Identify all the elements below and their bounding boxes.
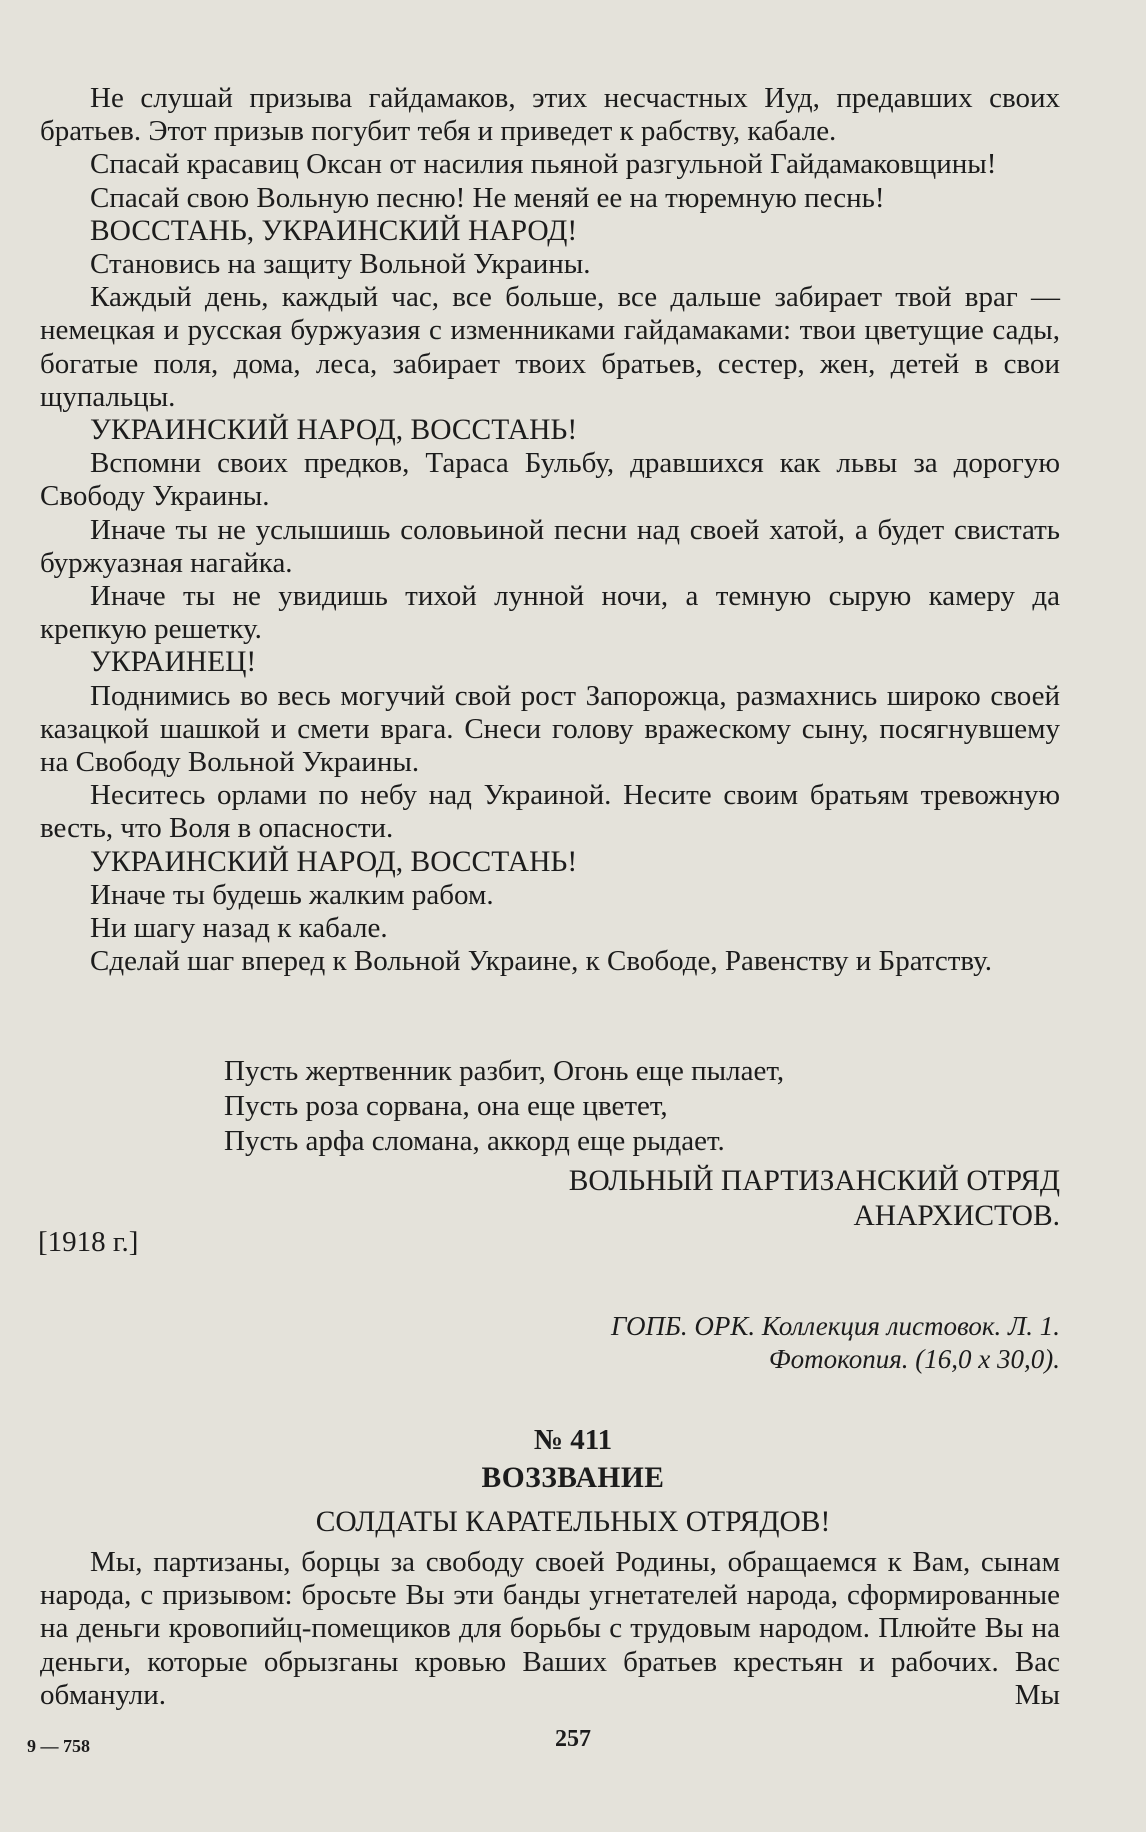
paragraph: Вспомни своих предков, Тараса Бульбу, дравшихся как львы за дорогую Свободу Украины. (40, 447, 1060, 513)
poem-line: Пусть роза сорвана, она еще цветет, (224, 1090, 668, 1122)
paragraph: Иначе ты не услышишь соловьиной песни над своей хатой, а будет свистать буржуазная нагайка. (40, 513, 1060, 579)
paragraph: Ни шагу назад к кабале. (90, 912, 388, 945)
slogan-heading: УКРАИНЕЦ! (90, 646, 257, 679)
slogan-heading: УКРАИНСКИЙ НАРОД, ВОССТАНЬ! (90, 414, 578, 447)
paragraph: Неситесь орлами по небу над Украиной. Несите своим братьям тревожную весть, что Воля в опасности. (40, 779, 1060, 845)
document-addressee: СОЛДАТЫ КАРАТЕЛЬНЫХ ОТРЯДОВ! (315, 1506, 831, 1538)
paragraph: Иначе ты будешь жалким рабом. (90, 878, 494, 911)
printer-signature-mark: 9 — 758 (27, 1736, 90, 1756)
paragraph: Спасай красавиц Оксан от насилия пьяной разгульной Гайдамаковщины! (90, 148, 997, 181)
signature-line: АНАРХИСТОВ. (853, 1200, 1060, 1232)
appeal-body (40, 82, 1060, 978)
paragraph: Иначе ты не увидишь тихой лунной ночи, а темную сырую камеру да крепкую решетку. (40, 580, 1060, 646)
document-date: [1918 г.] (38, 1226, 139, 1258)
paragraph: Каждый день, каждый час, все больше, все дальше забирает твой враг — немецкая и русская буржуазия с изменниками гайдамаками: твои цветущие сады, богатые поля, дома, леса, забирает твоих братьев, сестер, жен, детей в свои щупальцы. (40, 281, 1060, 413)
source-line: Фотокопия. (16,0 х 30,0). (768, 1344, 1060, 1374)
poem-epigraph (224, 1054, 784, 1159)
slogan-heading: ВОССТАНЬ, УКРАИНСКИЙ НАРОД! (90, 214, 578, 247)
document-number: № 411 (533, 1424, 613, 1456)
paragraph: Мы, партизаны, борцы за свободу своей Родины, обращаемся к Вам, сынам народа, с призывом: бросьте Вы эти банды угнетателей народа, сформированные на деньги кровопийц-помещиков для борьбы с трудовым народом. Плюйте Вы на деньги, которые обрызганы кровью Ваших братьев крестьян и рабочих. Вас обманули. Мы (40, 1546, 1060, 1711)
poem-line: Пусть жертвенник разбит, Огонь еще пылает, (224, 1055, 785, 1087)
paragraph: Сделай шаг вперед к Вольной Украине, к Свободе, Равенству и Братству. (90, 945, 992, 978)
poem-line: Пусть арфа сломана, аккорд еще рыдает. (224, 1125, 725, 1157)
archive-source (611, 1310, 1060, 1376)
appeal-two-body (40, 1546, 1060, 1712)
page-number: 257 (555, 1726, 591, 1752)
paragraph: Поднимись во весь могучий свой рост Запорожца, размахнись широко своей казацкой шашкой и смети врага. Снеси голову вражескому сыну, посягнувшему на Свободу Вольной Украины. (40, 679, 1060, 779)
source-line: ГОПБ. ОРК. Коллекция листовок. Л. 1. (611, 1311, 1060, 1341)
document-title: ВОЗЗВАНИЕ (481, 1462, 665, 1494)
paragraph: Не слушай призыва гайдамаков, этих несчастных Иуд, предавших своих братьев. Этот призыв погубит тебя и приведет к рабству, кабале. (40, 82, 1060, 148)
paragraph: Становись на защиту Вольной Украины. (90, 248, 591, 281)
paragraph: Спасай свою Вольную песню! Не меняй ее на тюремную песнь! (90, 181, 885, 214)
slogan-heading: УКРАИНСКИЙ НАРОД, ВОССТАНЬ! (90, 845, 578, 878)
signature (569, 1164, 1060, 1234)
signature-line: ВОЛЬНЫЙ ПАРТИЗАНСКИЙ ОТРЯД (568, 1165, 1060, 1197)
